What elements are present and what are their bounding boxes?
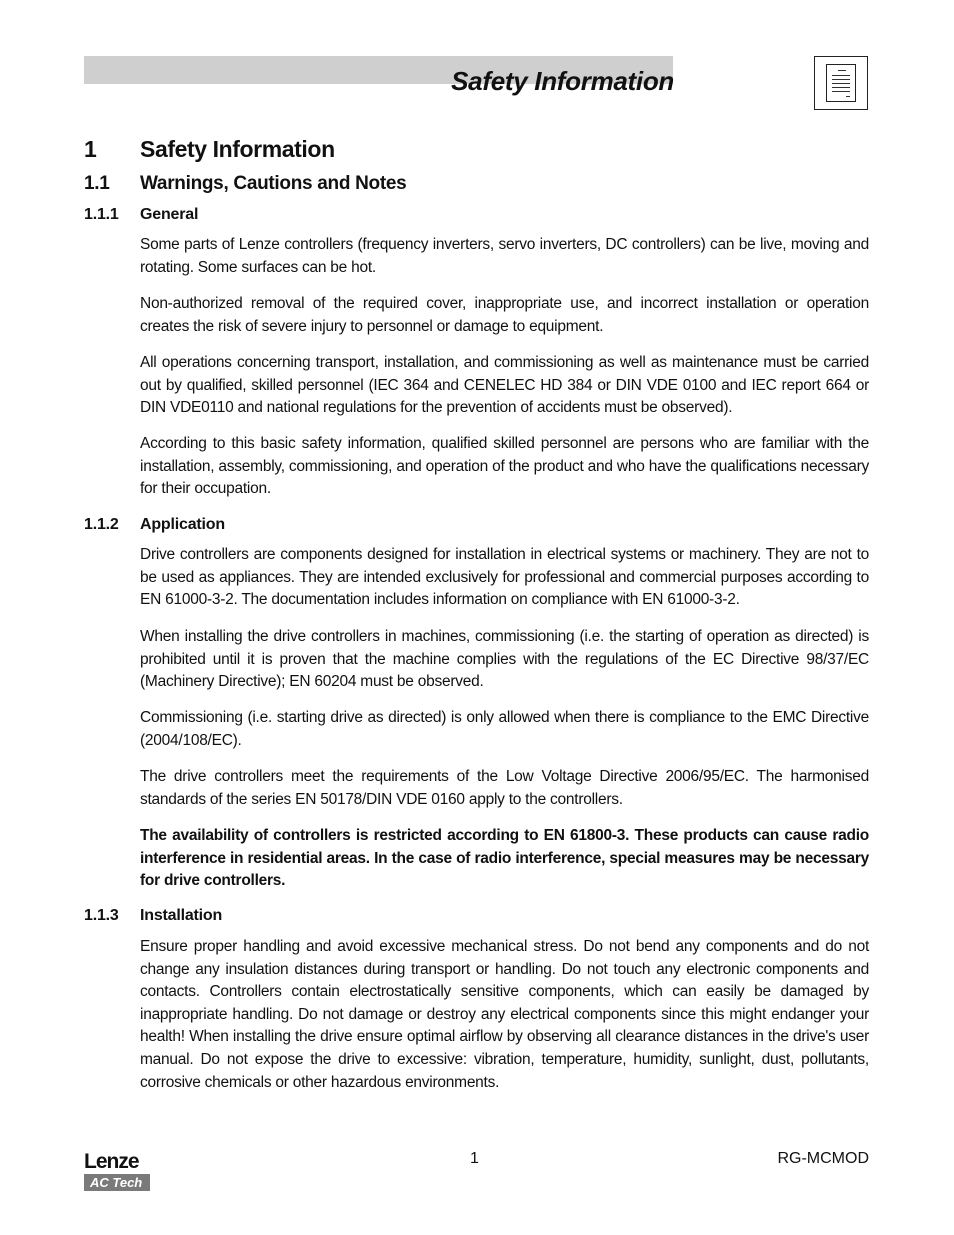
- lenze-logo: [84, 1151, 150, 1191]
- installation-number: 1.1.3: [84, 907, 119, 924]
- installation-heading: [84, 907, 222, 925]
- general-paragraph: According to this basic safety information, qualified skilled personnel are persons who are familiar with the installation, assembly, commissioning, and operation of the product and who have the qualifications necessary for their occupation.: [140, 435, 869, 498]
- logo-lenze-text: Lenze: [84, 1150, 139, 1173]
- subsection-title: Warnings, Cautions and Notes: [140, 173, 407, 194]
- application-heading: [84, 516, 225, 534]
- general-paragraph: All operations concerning transport, installation, and commissioning as well as maintenance must be carried out by qualified, skilled personnel (IEC 364 and CENELEC HD 384 or DIN VDE 0100 and IEC report 664 or DIN VDE0110 and national regulations for the prevention of accidents must be observed).: [140, 354, 869, 417]
- application-paragraph: The drive controllers meet the requirements of the Low Voltage Directive 2006/95/EC. The harmonised standards of the series EN 50178/DIN VDE 0160 apply to the controllers.: [140, 768, 869, 808]
- application-title: Application: [140, 516, 225, 533]
- general-paragraph: Some parts of Lenze controllers (frequency inverters, servo inverters, DC controllers) can be live, moving and rotating. Some surfaces can be hot.: [140, 236, 869, 276]
- application-number: 1.1.2: [84, 516, 119, 533]
- application-notice: The availability of controllers is restricted according to EN 61800-3. These products can cause radio interference in residential areas. In the case of radio interference, special measures may be necessary for drive controllers.: [140, 827, 869, 890]
- section-title: Safety Information: [140, 136, 335, 162]
- general-number: 1.1.1: [84, 206, 119, 223]
- subsection-heading: [84, 173, 406, 195]
- general-heading: [84, 206, 198, 224]
- installation-title: Installation: [140, 907, 223, 924]
- subsection-number: 1.1: [84, 173, 110, 194]
- application-paragraph: Drive controllers are components designed for installation in electrical systems or machinery. They are not to be used as appliances. They are intended exclusively for professional and commercial purposes according to EN 61000-3-2. The documentation includes information on compliance with EN 61000-3-2.: [140, 546, 869, 609]
- application-paragraph: Commissioning (i.e. starting drive as directed) is only allowed when there is compliance to the EMC Directive (2004/108/EC).: [140, 709, 869, 749]
- page-number: 1: [470, 1150, 479, 1167]
- document-icon: [814, 56, 868, 110]
- general-paragraph: Non-authorized removal of the required cover, inappropriate use, and incorrect installation or operation creates the risk of severe injury to personnel or damage to equipment.: [140, 295, 869, 335]
- installation-paragraph: Ensure proper handling and avoid excessive mechanical stress. Do not bend any components and do not change any insulation distances during transport or handling. Do not touch any electronic components and contacts. Controllers contain electrostatically sensitive components, which can easily be damaged by inappropriate handling. Do not damage or destroy any electrical components since this might endanger your health! When installing the drive ensure optimal airflow by observing all clearance distances in the drive's user manual. Do not expose the drive to excessive: vibration, temperature, humidity, sunlight, dust, pollutants, corrosive chemicals or other hazardous environments.: [140, 938, 869, 1091]
- general-title: General: [140, 206, 199, 223]
- page-title: Safety Information: [451, 66, 674, 96]
- application-paragraph: When installing the drive controllers in machines, commissioning (i.e. the starting of operation as directed) is prohibited until it is proven that the machine complies with the regulations of the EC Directive 98/37/EC (Machinery Directive); EN 60204 must be observed.: [140, 628, 869, 691]
- section-number: 1: [84, 136, 97, 162]
- logo-actech-text: AC Tech: [84, 1174, 150, 1191]
- section-heading: [84, 136, 335, 163]
- document-code: RG-MCMOD: [777, 1150, 869, 1167]
